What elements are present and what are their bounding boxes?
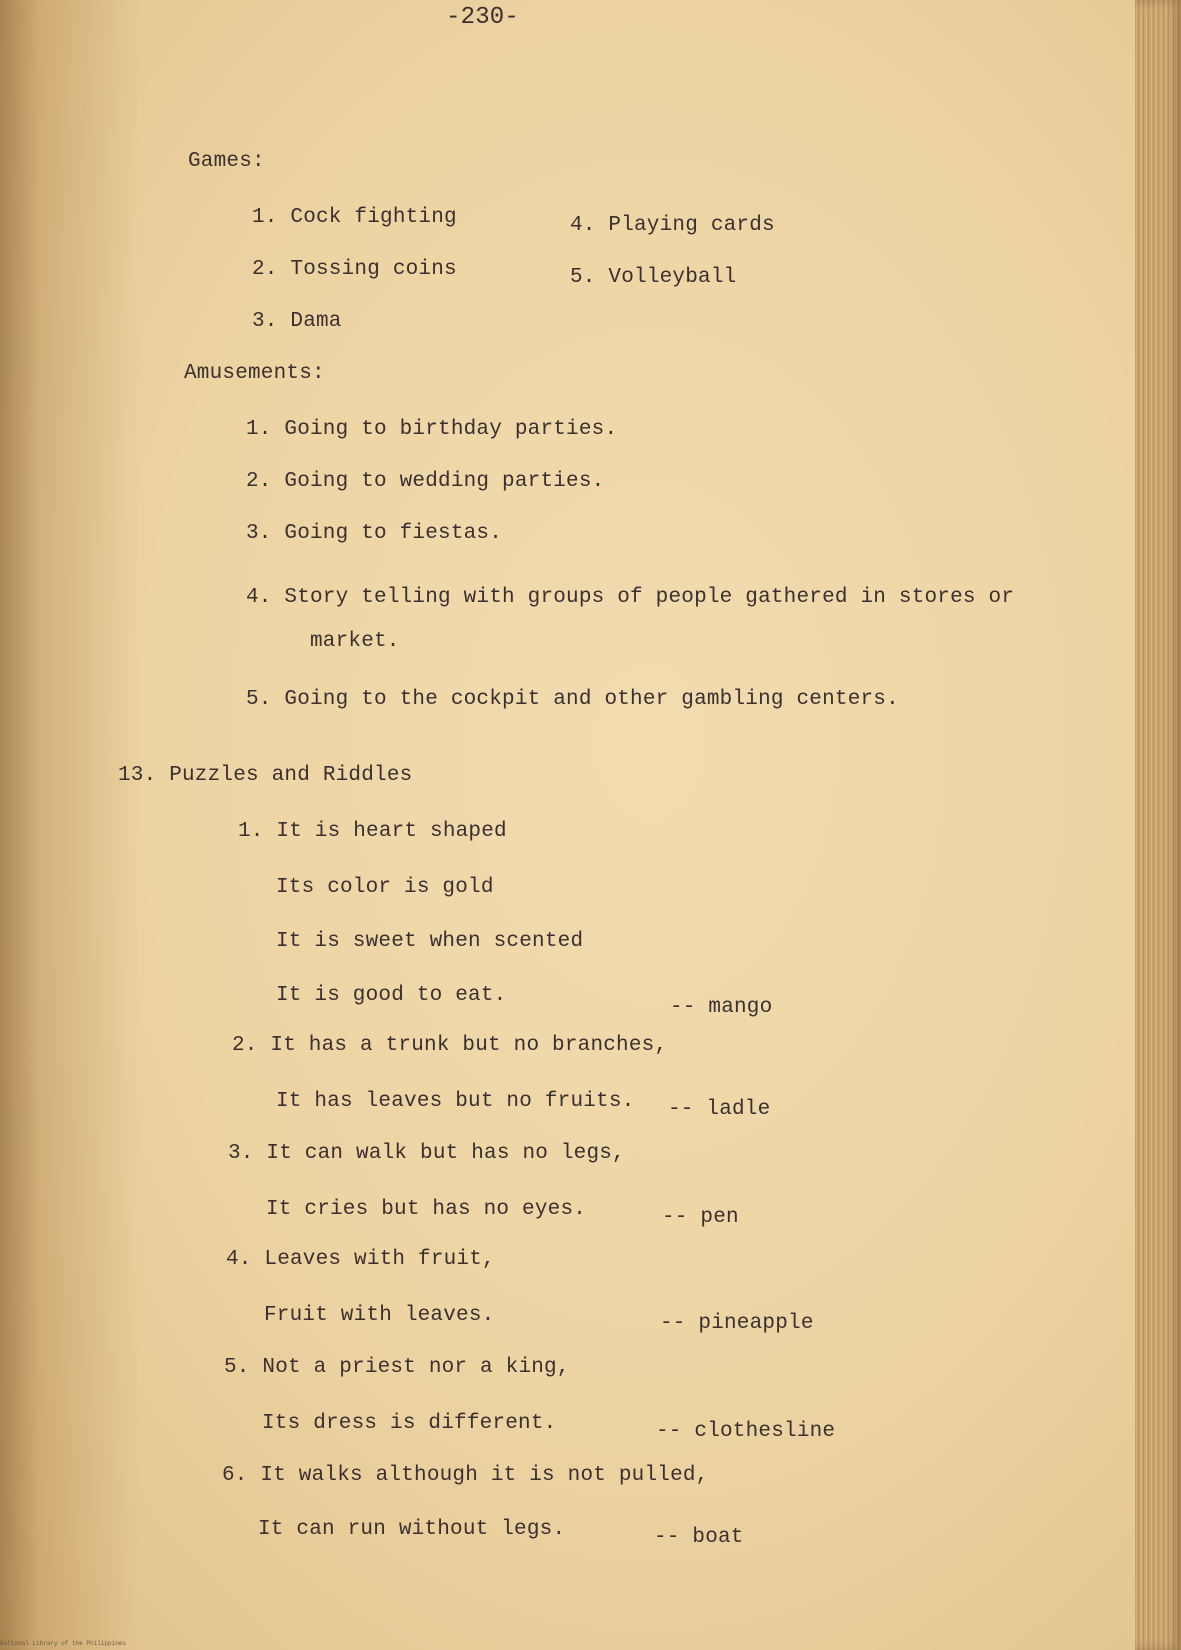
riddle-line: Its color is gold (276, 876, 494, 899)
riddle-line: Its dress is different. (262, 1412, 557, 1435)
riddle-line: It has leaves but no fruits. (276, 1090, 635, 1113)
riddle-line: 4. Leaves with fruit, (226, 1248, 495, 1271)
riddle-answer: -- clothesline (656, 1420, 836, 1443)
page-edge-stack (1135, 0, 1181, 1650)
riddle-line: 6. It walks although it is not pulled, (222, 1464, 709, 1487)
games-item: 3. Dama (252, 310, 342, 333)
games-item: 2. Tossing coins (252, 258, 457, 281)
riddle-line: 1. It is heart shaped (238, 820, 507, 843)
amusement-item: 1. Going to birthday parties. (246, 418, 618, 441)
riddle-answer: -- boat (654, 1526, 744, 1549)
riddle-answer: -- mango (670, 996, 773, 1019)
amusement-item: 4. Story telling with groups of people gathered in stores or (246, 586, 1015, 609)
riddle-line: It cries but has no eyes. (266, 1198, 587, 1221)
games-item: 4. Playing cards (570, 214, 775, 237)
amusement-item: 3. Going to fiestas. (246, 522, 503, 545)
riddle-line: It is sweet when scented (276, 930, 584, 953)
riddle-line: 5. Not a priest nor a king, (224, 1356, 570, 1379)
amusements-heading: Amusements: (184, 362, 325, 385)
riddle-line: Fruit with leaves. (264, 1304, 495, 1327)
riddle-answer: -- pen (662, 1206, 739, 1229)
riddle-line: It is good to eat. (276, 984, 507, 1007)
riddle-line: 3. It can walk but has no legs, (228, 1142, 625, 1165)
riddle-line: 2. It has a trunk but no branches, (232, 1034, 668, 1057)
amusement-item: 2. Going to wedding parties. (246, 470, 605, 493)
games-item: 5. Volleyball (570, 266, 737, 289)
amusement-item: 5. Going to the cockpit and other gambling centers. (246, 688, 899, 711)
riddle-answer: -- pineapple (660, 1312, 814, 1335)
games-heading: Games: (188, 150, 265, 173)
riddle-line: It can run without legs. (258, 1518, 566, 1541)
page-number: -230- (446, 4, 520, 31)
games-item: 1. Cock fighting (252, 206, 457, 229)
amusement-item-continuation: market. (310, 630, 400, 653)
riddle-answer: -- ladle (668, 1098, 771, 1121)
scan-footer-label: National Library of the Philippines (0, 1640, 127, 1647)
puzzles-heading: 13. Puzzles and Riddles (118, 764, 413, 787)
